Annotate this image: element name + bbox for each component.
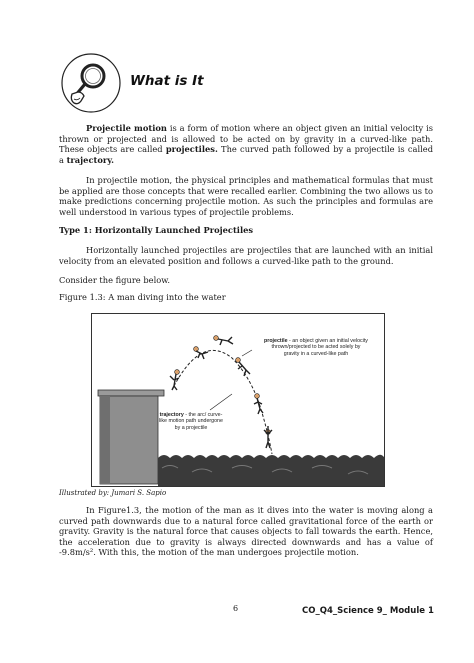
figure-diver-illustration — [91, 313, 385, 487]
water — [158, 455, 384, 486]
diver-figure — [254, 394, 263, 414]
diving-board — [98, 390, 164, 396]
term-projectiles: projectiles. — [165, 144, 218, 155]
magnifying-glass-icon — [60, 52, 122, 114]
figure-caption: Figure 1.3: A man diving into the water — [59, 292, 226, 302]
intro-paragraph: Projectile motion is a form of motion where an object given an initial velocity is thrown or projected and is allowed to be acted on by gravity in a curved-like path. These objects are called projectiles. The curved path followed by a projectile is called a trajectory. — [59, 123, 433, 165]
paragraph-principles: In projectile motion, the physical principles and mathematical formulas that must be applied are those concepts that were recalled earlier. Combining the two allows us to make predictions concerning projectile motion. As such the principles and formulas are well understood in various types of projectile problems. — [59, 175, 433, 217]
paragraph-explanation: In Figure1.3, the motion of the man as it dives into the water is moving along a curved path downwards due to a natural force called gravitational force of the earth or gravity. Gravity is the natural force that causes objects to fall towards the earth. Hence, the acceleration due to gravity is always directed downwards and has a value of -9.8m/s². With this, the motion of the man undergoes projectile motion. — [59, 505, 433, 558]
diver-figure — [264, 426, 272, 448]
term-projectile-motion: Projectile motion — [86, 123, 167, 133]
section-title: What is It — [130, 73, 204, 89]
callout-trajectory: trajectory - the arc/ curve-like motion path undergone by a projectile — [159, 412, 223, 431]
page-number: 6 — [233, 604, 239, 613]
footer-module-label: CO_Q4_Science 9_ Module 1 — [302, 606, 434, 616]
consider-text: Consider the figure below. — [59, 275, 170, 285]
diver-figure — [236, 358, 250, 376]
term-trajectory: trajectory. — [66, 154, 115, 165]
type1-heading: Type 1: Horizontally Launched Projectiles — [59, 225, 254, 235]
diver-figure — [214, 336, 233, 345]
paragraph-horizontal: Horizontally launched projectiles are projectiles that are launched with an initial velocity from an elevated position and follows a curved-like path to the ground. — [59, 245, 433, 266]
illustration-credit: Illustrated by: Jumari S. Sapio — [59, 489, 167, 497]
callout-projectile: projectile - an object given an initial velocity thrown/projected to be acted solely by gravity in a curved-like path — [264, 338, 368, 357]
